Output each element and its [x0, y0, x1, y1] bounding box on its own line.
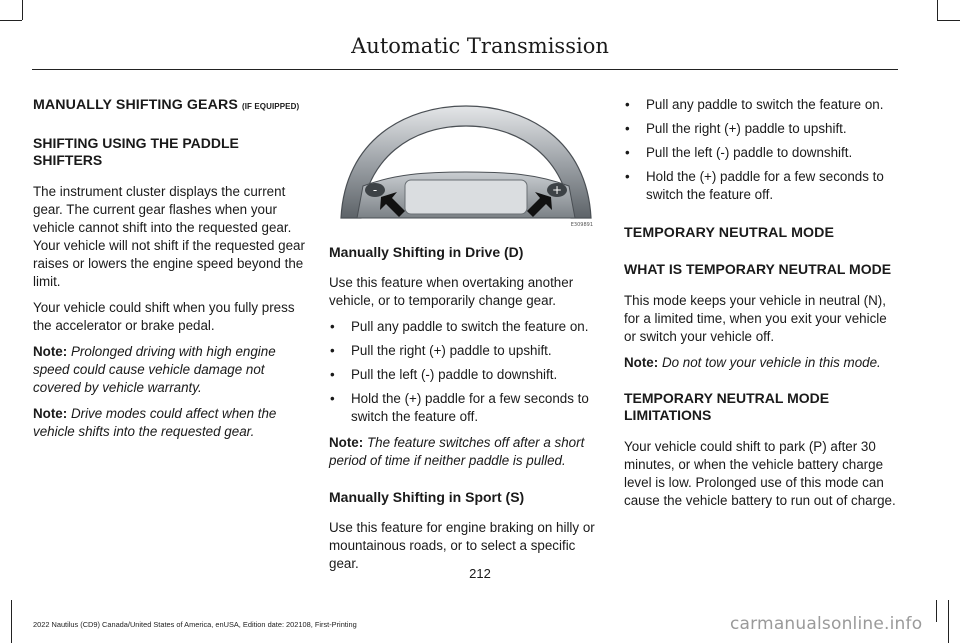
column-left [33, 96, 305, 449]
list-item: • Pull the right (+) paddle to upshift. [624, 120, 896, 138]
list-item: • Pull the left (-) paddle to downshift. [624, 144, 896, 162]
watermark: carmanualsonline.info [730, 614, 923, 634]
list-item: • Hold the (+) paddle for a few seconds to switch the feature off. [329, 390, 604, 426]
section-title-manual-shifting: MANUALLY SHIFTING GEARS (IF EQUIPPED) [33, 97, 300, 113]
steering-wheel-figure [335, 100, 597, 228]
page-number: 212 [469, 566, 491, 581]
steering-wheel-icon [335, 100, 597, 228]
note-engine-speed: Note: Prolonged driving with high engine speed could cause vehicle damage not covered by vehicle warranty. [33, 344, 276, 395]
section-title-temporary-neutral: TEMPORARY NEUTRAL MODE [624, 225, 835, 241]
edition-info: 2022 Nautilus (CD9) Canada/United States of America, enUSA, Edition date: 202108, First-Printing [33, 620, 357, 629]
crop-mark [0, 20, 22, 21]
subheading-neutral-limitations: TEMPORARY NEUTRAL MODE LIMITATIONS [624, 390, 830, 423]
drive-bullet-list [329, 318, 604, 426]
heading-sport-mode: Manually Shifting in Sport (S) [329, 489, 525, 505]
crop-mark [22, 0, 23, 20]
crop-mark [936, 600, 937, 622]
paragraph-pedal: Your vehicle could shift when you fully press the accelerator or brake pedal. [33, 300, 295, 333]
list-item: • Pull any paddle to switch the feature on. [329, 318, 604, 336]
paragraph-drive: Use this feature when overtaking another vehicle, or to temporarily change gear. [329, 275, 574, 308]
list-item: • Pull the right (+) paddle to upshift. [329, 342, 604, 360]
paragraph-neutral: This mode keeps your vehicle in neutral (N), for a limited time, when you exit your vehicle or switch your vehicle off. [624, 293, 887, 344]
list-item: • Pull any paddle to switch the feature on. [624, 96, 896, 114]
paragraph-cluster: The instrument cluster displays the current gear. The current gear flashes when your vehicle cannot shift into the requested gear. Your vehicle will not shift if the requested gear raises or lowers the engine speed beyond the limit. [33, 184, 305, 289]
section-qualifier: (IF EQUIPPED) [241, 102, 300, 111]
sport-bullet-list [624, 96, 896, 204]
figure-id: E309891 [570, 222, 593, 228]
crop-mark [937, 0, 938, 20]
paragraph-limitations: Your vehicle could shift to park (P) after 30 minutes, or when the vehicle battery charge level is low. Prolonged use of this mode can cause the vehicle battery to run out of charge. [624, 439, 896, 508]
paragraph-sport: Use this feature for engine braking on hilly or mountainous roads, or to select a specific gear. [329, 520, 595, 571]
subheading-paddle-shifters: SHIFTING USING THE PADDLE SHIFTERS [33, 135, 239, 168]
heading-drive-mode: Manually Shifting in Drive (D) [329, 244, 524, 260]
column-right [624, 96, 896, 518]
crop-mark [937, 20, 960, 21]
crop-mark [948, 600, 949, 643]
page-title: Automatic Transmission [351, 34, 609, 58]
note-feature-switches-off: Note: The feature switches off after a short period of time if neither paddle is pulled. [329, 435, 585, 468]
minus-paddle-label: - [372, 183, 378, 197]
header-divider [32, 69, 898, 70]
note-do-not-tow: Note: Do not tow your vehicle in this mode. [624, 355, 881, 370]
column-middle [329, 243, 604, 581]
crop-mark [11, 600, 12, 643]
plus-paddle-label: + [551, 183, 563, 197]
subheading-what-is-neutral: WHAT IS TEMPORARY NEUTRAL MODE [624, 261, 892, 277]
note-drive-modes: Note: Drive modes could affect when the vehicle shifts into the requested gear. [33, 406, 277, 439]
list-item: • Hold the (+) paddle for a few seconds to switch the feature off. [624, 168, 896, 204]
list-item: • Pull the left (-) paddle to downshift. [329, 366, 604, 384]
